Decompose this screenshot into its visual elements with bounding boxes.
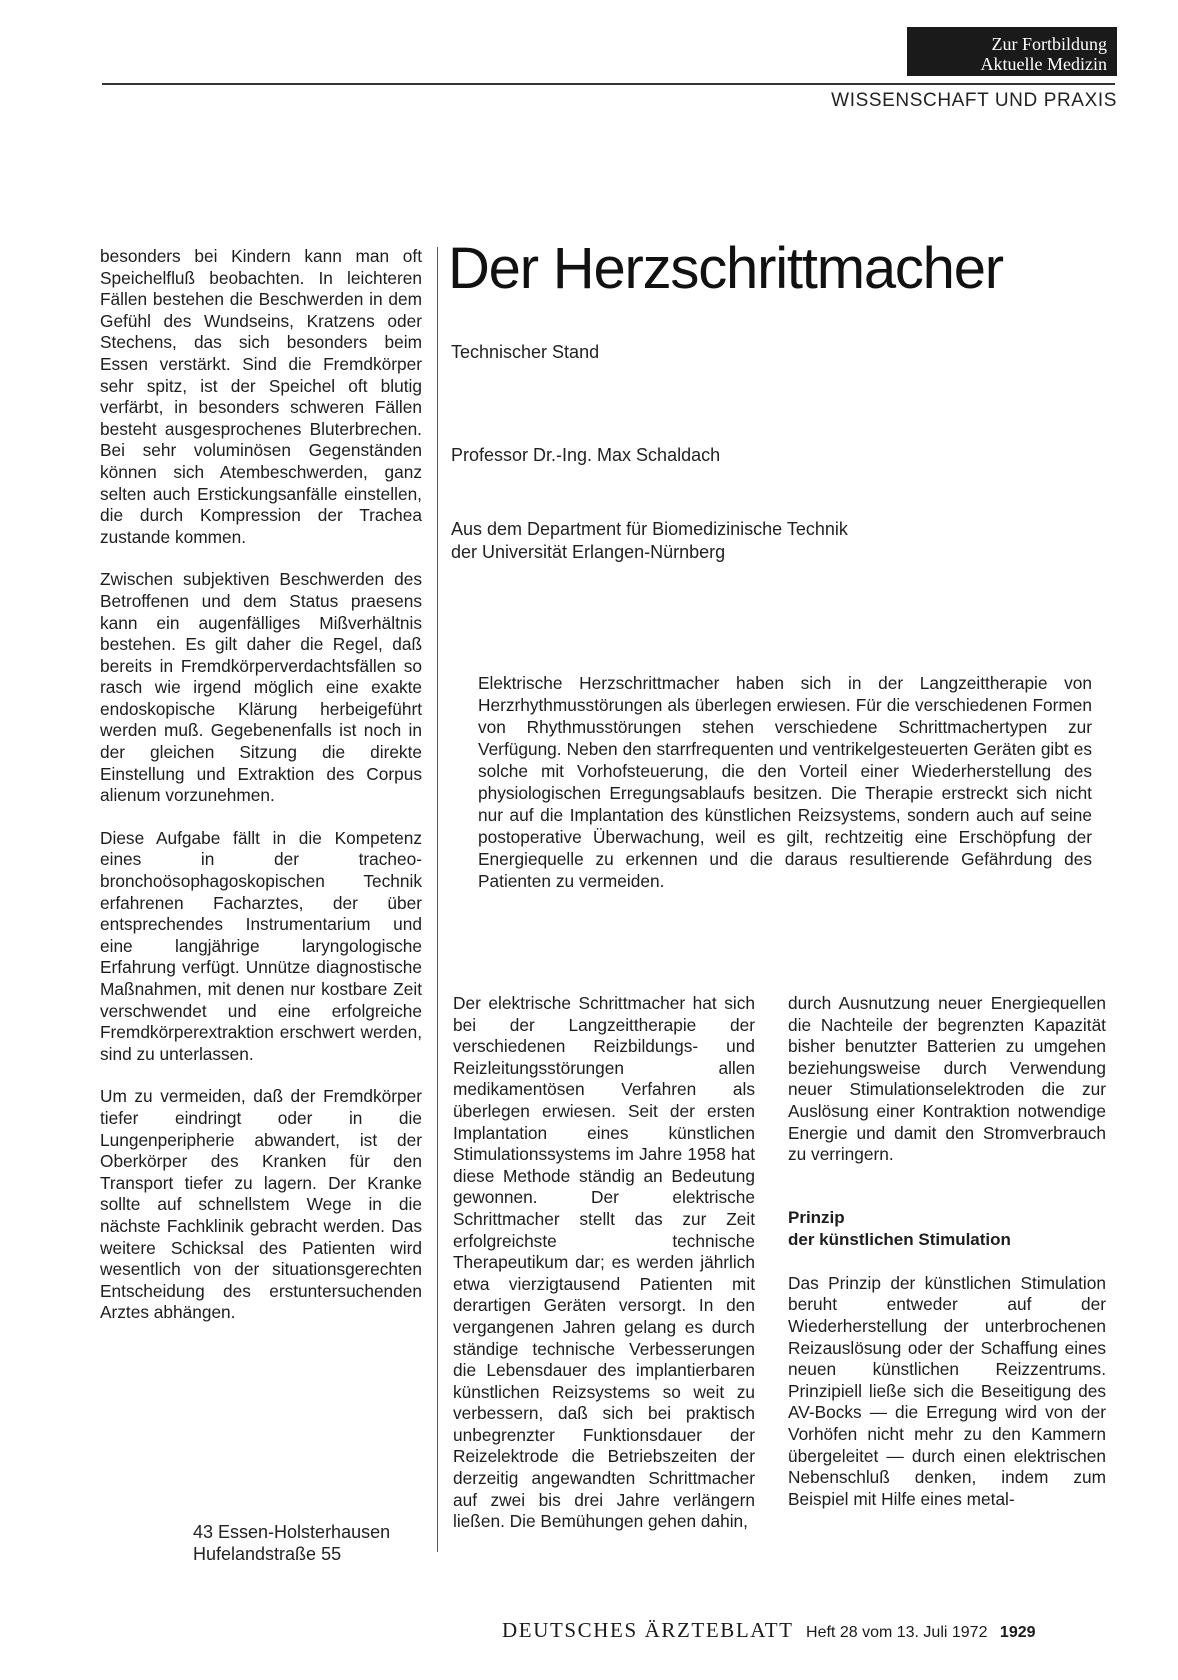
- author-address: [193, 1521, 390, 1565]
- article-title: Der Herzschrittmacher: [448, 236, 1003, 301]
- heading-line-2: der künstlichen Stimulation: [788, 1229, 1011, 1249]
- article-affiliation: [451, 518, 848, 564]
- section-badge: [907, 27, 1117, 76]
- left-paragraph-2: Zwischen subjektiven Beschwerden des Betroffenen und dem Status praesens kann ein augenfälliges Mißverhältnis bestehen. Es gilt daher die Regel, daß bereits in Fremdkörperverdachtsfällen so rasch wie irgend möglich eine exakte endoskopische Klärung herbeigeführt werden muß. Gegebenenfalls ist noch in der gleichen Sitzung die direkte Einstellung und Extraktion des Corpus alienum vorzunehmen.: [100, 569, 422, 806]
- section-heading: [788, 1207, 1106, 1251]
- left-paragraph-1: besonders bei Kindern kann man oft Speichelfluß beobachten. In leichteren Fällen bestehen die Beschwerden in dem Gefühl des Wundseins, Kratzens oder Stechens, das sich besonders beim Essen verstärkt. Sind die Fremdkörper sehr spitz, ist der Speichel oft blutig verfärbt, in besonders schweren Fällen besteht ausgesprochenes Bluterbrechen. Bei sehr voluminösen Gegenständen können sich Atembeschwerden, ganz selten auch Erstickungsanfälle einstellen, die durch Kompression der Trachea zustande kommen.: [100, 246, 422, 547]
- issue-info: Heft 28 vom 13. Juli 1972: [806, 1624, 988, 1641]
- right-paragraph-1: durch Ausnutzung neuer Energiequellen die Nachteile der begrenzten Kapazität bisher benutzter Batterien zu umgehen beziehungsweise durch Verwendung neuer Stimulationselektroden die zur Auslösung einer Kontraktion notwendige Energie und damit den Stromverbrauch zu verringern.: [788, 993, 1106, 1165]
- journal-name: DEUTSCHES ÄRZTEBLATT: [502, 1618, 794, 1642]
- middle-paragraph-1: Der elektrische Schrittmacher hat sich bei der Langzeittherapie der verschiedenen Reizbildungs- und Reizleitungsstörungen allen medikamentösen Verfahren als überlegen erwiesen. Seit der ersten Implantation eines künstlichen Stimulationssystems im Jahre 1958 hat diese Methode ständig an Bedeutung gewonnen. Der elektrische Schrittmacher stellt das zur Zeit erfolgreichste technische Therapeutikum dar; es werden jährlich etwa vierzigtausend Patienten mit derartigen Geräten versorgt. In den vergangenen Jahren gelang es durch ständige technische Verbesserungen die Lebensdauer des implantierbaren künstlichen Reizsystems so weit zu verbessern, daß sich bei praktisch unbegrenzter Funktionsdauer der Reizelektrode die Betriebszeiten der derzeitig angewandten Schrittmacher auf zwei bis drei Jahre verlängern ließen. Die Bemühungen gehen dahin,: [453, 993, 755, 1532]
- address-line-2: Hufelandstraße 55: [193, 1544, 342, 1564]
- header-rule: [102, 83, 1115, 85]
- page-footer: [502, 1618, 1036, 1643]
- left-paragraph-4: Um zu vermeiden, daß der Fremdkörper tiefer eindringt oder in die Lungenperipherie abwandert, ist der Oberkörper des Kranken für den Transport tiefer zu lagern. Der Kranke sollte auf schnellstem Wege in die nächste Fachklinik gebracht werden. Das weitere Schicksal des Patienten wird wesentlich von der situationsgerechten Entscheidung des erstuntersuchenden Arztes abhängen.: [100, 1086, 422, 1323]
- page-number: 1929: [999, 1624, 1036, 1641]
- address-line-1: 43 Essen-Holsterhausen: [193, 1522, 391, 1542]
- left-column: [100, 246, 422, 1324]
- affiliation-line-2: der Universität Erlangen-Nürnberg: [451, 542, 726, 562]
- left-paragraph-3: Diese Aufgabe fällt in die Kompetenz eines in der tracheo-bronchoösophagoskopischen Technik erfahrenen Facharztes, der über entsprechendes Instrumentarium und eine langjährige laryngologische Erfahrung verfügt. Unnütze diagnostische Maßnahmen, mit denen nur kostbare Zeit verschwendet und eine erfolgreiche Fremdkörperextraktion erschwert werden, sind zu unterlassen.: [100, 827, 422, 1064]
- column-divider: [437, 247, 438, 1552]
- heading-line-1: Prinzip: [788, 1207, 845, 1227]
- middle-column: [453, 993, 755, 1533]
- article-abstract: Elektrische Herzschrittmacher haben sich in der Langzeittherapie von Herzrhythmusstörungen als überlegen erwiesen. Für die verschiedenen Formen von Rhythmusstörungen stehen verschiedene Schrittmachertypen zur Verfügung. Neben den starrfrequenten und ventrikelgesteuerten Geräten gibt es solche mit Vorhofsteuerung, die den Vorteil einer Wiederherstellung des physiologischen Erregungsablaufs besitzen. Die Therapie erstreckt sich nicht nur auf die Implantation des künstlichen Reizsystems, sondern auch auf seine postoperative Überwachung, weil es gilt, rechtzeitig eine Erschöpfung der Energiequelle zu erkennen und die daraus resultierende Gefährdung des Patienten zu vermeiden.: [478, 673, 1092, 891]
- right-column: [788, 993, 1106, 1510]
- badge-line-2: Aktuelle Medizin: [980, 54, 1107, 74]
- right-paragraph-2: Das Prinzip der künstlichen Stimulation beruht entweder auf der Wiederherstellung der unterbrochenen Reizauslösung oder der Schaffung eines neuen künstlichen Reizzentrums. Prinzipiell ließe sich die Beseitigung des AV-Bocks — die Erregung wird von der Vorhöfen nicht mehr zu den Kammern übergeleitet — durch einen elektrischen Nebenschluß denken, indem zum Beispiel mit Hilfe eines metal-: [788, 1272, 1106, 1509]
- affiliation-line-1: Aus dem Department für Biomedizinische Technik: [451, 519, 848, 539]
- article-subtitle: Technischer Stand: [451, 342, 600, 362]
- section-label: WISSENSCHAFT UND PRAXIS: [831, 90, 1117, 111]
- article-author: Professor Dr.-Ing. Max Schaldach: [451, 445, 721, 465]
- badge-line-1: Zur Fortbildung: [991, 34, 1107, 54]
